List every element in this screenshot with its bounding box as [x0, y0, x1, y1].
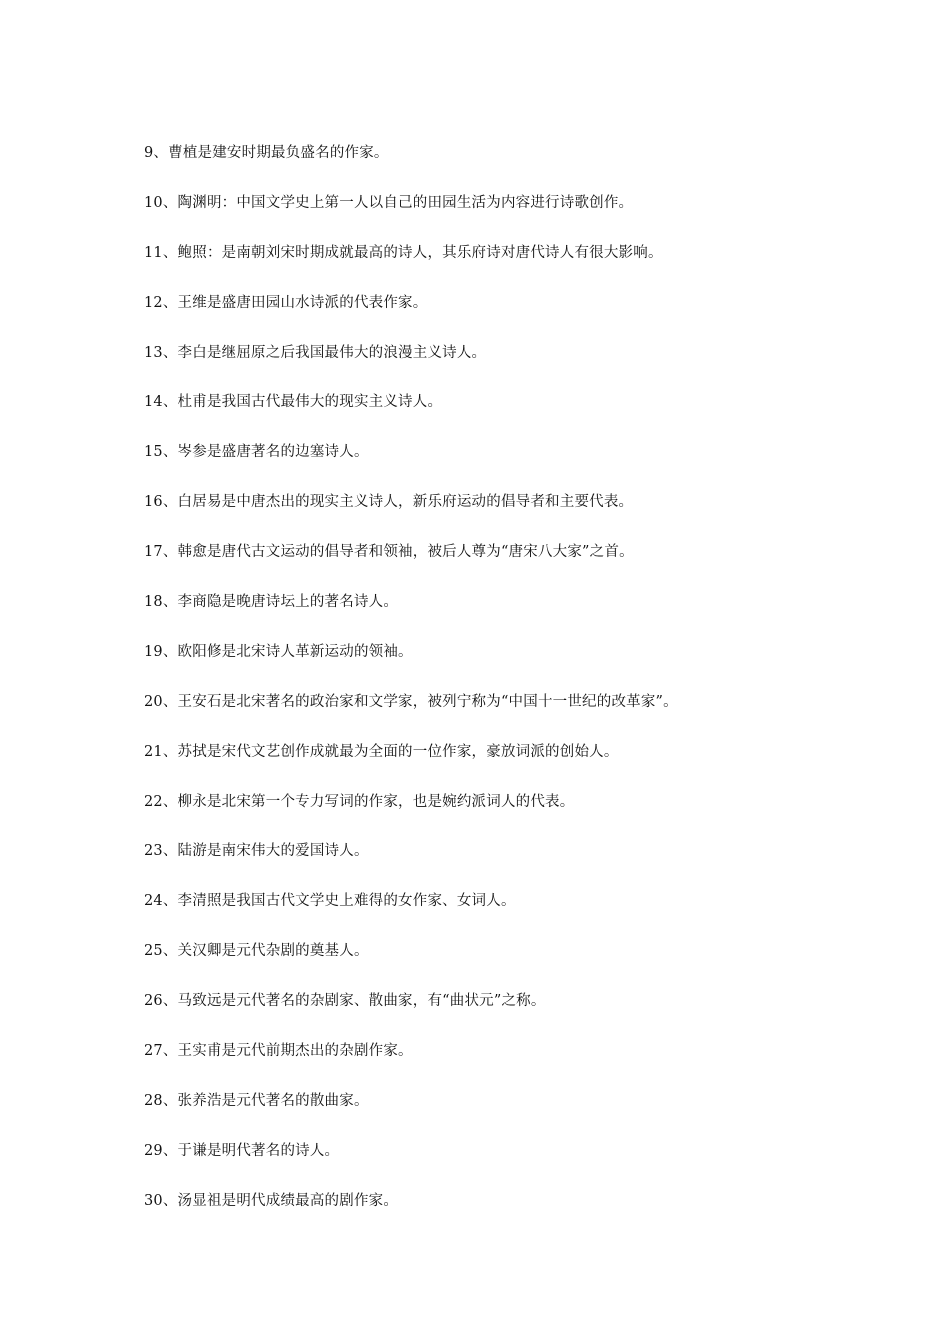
list-item: 15、岑参是盛唐著名的边塞诗人。	[144, 444, 369, 461]
list-item: 25、关汉卿是元代杂剧的奠基人。	[144, 943, 369, 960]
list-item: 20、王安石是北宋著名的政治家和文学家，被列宁称为“中国十一世纪的改革家”。	[144, 693, 678, 710]
list-item: 12、王维是盛唐田园山水诗派的代表作家。	[144, 294, 428, 311]
list-item: 29、于谦是明代著名的诗人。	[144, 1142, 340, 1159]
list-item: 21、苏拭是宋代文艺创作成就最为全面的一位作家，豪放词派的创始人。	[144, 743, 619, 760]
list-item: 30、汤显祖是明代成绩最高的剧作家。	[144, 1192, 399, 1209]
list-item: 16、白居易是中唐杰出的现实主义诗人，新乐府运动的倡导者和主要代表。	[144, 494, 634, 511]
list-item: 18、李商隐是晚唐诗坛上的著名诗人。	[144, 594, 399, 611]
list-item: 10、陶渊明：中国文学史上第一人以自己的田园生活为内容进行诗歌创作。	[144, 194, 634, 211]
list-item: 13、李白是继屈原之后我国最伟大的浪漫主义诗人。	[144, 344, 487, 361]
list-item: 26、马致远是元代著名的杂剧家、散曲家，有“曲状元”之称。	[144, 993, 546, 1010]
list-item: 19、欧阳修是北宋诗人革新运动的领袖。	[144, 643, 413, 660]
list-item: 14、杜甫是我国古代最伟大的现实主义诗人。	[144, 394, 443, 411]
list-item: 27、王实甫是元代前期杰出的杂剧作家。	[144, 1043, 413, 1060]
list-item: 11、鲍照：是南朝刘宋时期成就最高的诗人，其乐府诗对唐代诗人有很大影响。	[144, 244, 663, 261]
list-item: 23、陆游是南宋伟大的爱国诗人。	[144, 843, 369, 860]
list-item: 17、韩愈是唐代古文运动的倡导者和领袖，被后人尊为“唐宋八大家”之首。	[144, 544, 634, 561]
list-item: 9、曹植是建安时期最负盛名的作家。	[144, 145, 389, 161]
statement-list	[144, 141, 904, 1239]
list-item: 22、柳永是北宋第一个专力写词的作家，也是婉约派词人的代表。	[144, 793, 575, 810]
list-item: 24、李清照是我国古代文学史上难得的女作家、女词人。	[144, 893, 516, 910]
list-item: 28、张养浩是元代著名的散曲家。	[144, 1092, 369, 1109]
